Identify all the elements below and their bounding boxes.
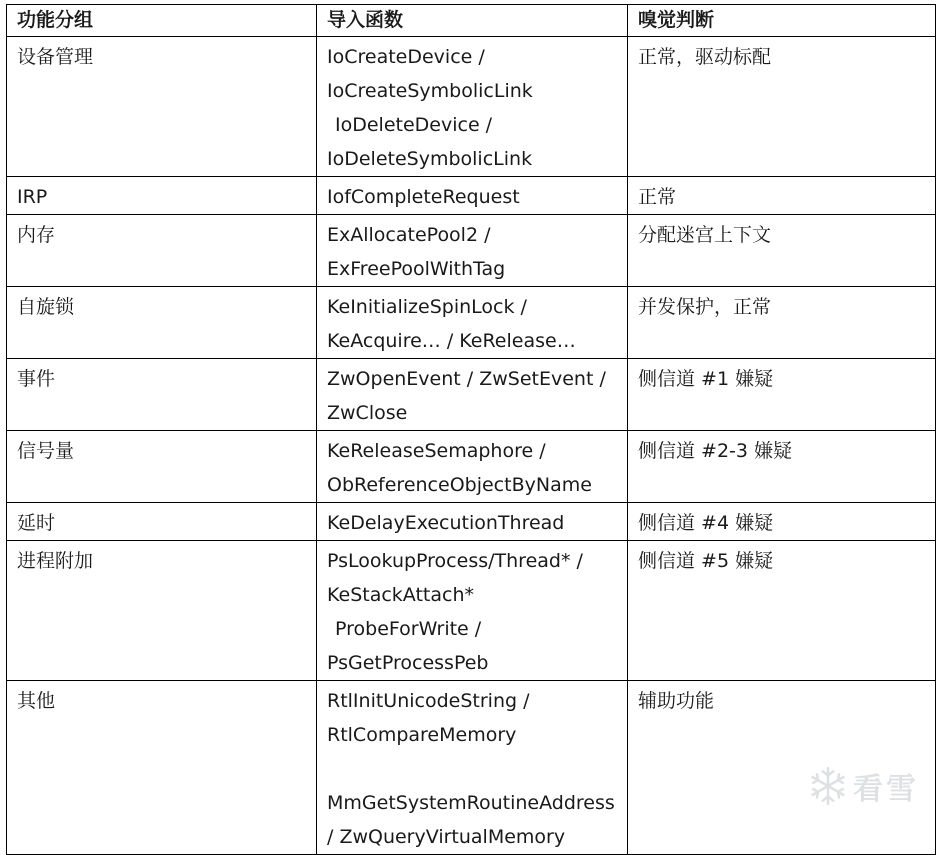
group-cell xyxy=(7,503,317,541)
functions-cell xyxy=(317,503,628,541)
header-functions: 导入函数 xyxy=(317,5,628,37)
header-group: 功能分组 xyxy=(7,5,317,37)
function-line: IofCompleteRequest xyxy=(327,186,520,208)
functions-cell xyxy=(317,37,628,177)
table-row xyxy=(7,541,936,681)
judgement-label: 辅助功能 xyxy=(638,690,715,712)
import-table xyxy=(6,4,936,855)
function-line: MmGetSystemRoutineAddress xyxy=(327,792,615,814)
group-cell xyxy=(7,681,317,855)
group-cell xyxy=(7,177,317,215)
function-line: IoDeleteDevice / xyxy=(335,114,493,136)
functions-cell xyxy=(317,541,628,681)
judgement-cell xyxy=(628,37,936,177)
group-cell xyxy=(7,215,317,287)
table-row xyxy=(7,431,936,503)
function-line: ZwClose xyxy=(327,402,408,424)
judgement-cell xyxy=(628,359,936,431)
judgement-cell xyxy=(628,215,936,287)
function-line: RtlInitUnicodeString / xyxy=(327,690,530,712)
functions-cell xyxy=(317,681,628,855)
function-line xyxy=(327,752,617,786)
judgement-cell xyxy=(628,431,936,503)
group-cell xyxy=(7,37,317,177)
judgement-label: 侧信道 #4 嫌疑 xyxy=(638,512,774,534)
group-label: 设备管理 xyxy=(17,46,94,68)
snowflake-icon xyxy=(807,765,849,807)
function-line: ZwOpenEvent / ZwSetEvent / xyxy=(327,368,606,390)
group-label: 事件 xyxy=(17,368,56,390)
judgement-cell xyxy=(628,177,936,215)
table-row xyxy=(7,503,936,541)
function-line: ExAllocatePool2 / xyxy=(327,224,491,246)
header-row xyxy=(7,5,936,37)
function-line: / ZwQueryVirtualMemory xyxy=(327,826,566,848)
functions-cell xyxy=(317,359,628,431)
group-label: 延时 xyxy=(17,512,56,534)
function-line: PsLookupProcess/Thread* / xyxy=(327,550,583,572)
table-row xyxy=(7,287,936,359)
table-row xyxy=(7,215,936,287)
group-label: 信号量 xyxy=(17,440,75,462)
function-line: ObReferenceObjectByName xyxy=(327,474,592,496)
group-label: 其他 xyxy=(17,690,56,712)
header-judgement: 嗅觉判断 xyxy=(628,5,936,37)
functions-cell xyxy=(317,177,628,215)
function-line: ExFreePoolWithTag xyxy=(327,258,506,280)
function-line: KeReleaseSemaphore / xyxy=(327,440,546,462)
function-line: RtlCompareMemory xyxy=(327,724,517,746)
judgement-cell xyxy=(628,287,936,359)
group-cell xyxy=(7,541,317,681)
judgement-label: 侧信道 #1 嫌疑 xyxy=(638,368,774,390)
group-cell xyxy=(7,359,317,431)
functions-cell xyxy=(317,431,628,503)
function-line: IoCreateSymbolicLink xyxy=(327,80,533,102)
judgement-label: 正常，驱动标配 xyxy=(638,46,772,68)
group-label: IRP xyxy=(17,186,48,208)
functions-cell xyxy=(317,215,628,287)
table-row xyxy=(7,177,936,215)
group-cell xyxy=(7,287,317,359)
functions-cell xyxy=(317,287,628,359)
judgement-label: 正常 xyxy=(638,186,677,208)
table-row xyxy=(7,37,936,177)
judgement-label: 分配迷宫上下文 xyxy=(638,224,772,246)
judgement-cell xyxy=(628,541,936,681)
judgement-label: 侧信道 #5 嫌疑 xyxy=(638,550,774,572)
judgement-cell xyxy=(628,503,936,541)
function-line: PsGetProcessPeb xyxy=(327,652,489,674)
watermark xyxy=(807,764,919,808)
group-label: 内存 xyxy=(17,224,56,246)
group-label: 进程附加 xyxy=(17,550,94,572)
function-line: ProbeForWrite / xyxy=(335,618,482,640)
group-label: 自旋锁 xyxy=(17,296,75,318)
table-row xyxy=(7,681,936,855)
judgement-label: 侧信道 #2-3 嫌疑 xyxy=(638,440,793,462)
function-line: KeInitializeSpinLock / xyxy=(327,296,527,318)
function-line: KeAcquire… / KeRelease… xyxy=(327,330,576,352)
function-line: IoCreateDevice / xyxy=(327,46,485,68)
table-row xyxy=(7,359,936,431)
watermark-text: 看雪 xyxy=(853,772,919,807)
judgement-label: 并发保护，正常 xyxy=(638,296,772,318)
function-line: KeDelayExecutionThread xyxy=(327,512,565,534)
function-line: KeStackAttach* xyxy=(327,584,474,606)
group-cell xyxy=(7,431,317,503)
function-line: IoDeleteSymbolicLink xyxy=(327,148,533,170)
